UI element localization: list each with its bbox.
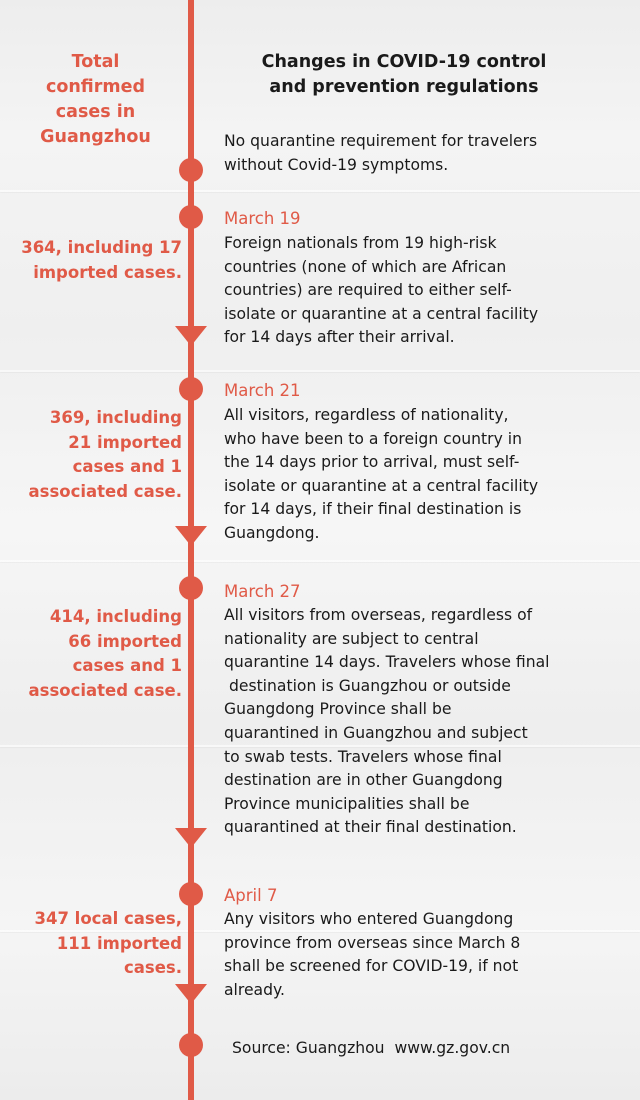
text-line: who have been to a foreign country in (224, 429, 522, 448)
count-line: 111 imported (56, 933, 182, 953)
case-count (7, 406, 182, 504)
text-line: Any visitors who entered Guangdong (224, 910, 514, 928)
total-cases-header (18, 50, 173, 150)
paper-crease (0, 190, 640, 192)
text-line: Guangdong. (224, 523, 320, 542)
timeline-dot (179, 377, 203, 401)
text-line: Province municipalities shall be (224, 794, 470, 813)
text-line: Foreign nationals from 19 high-risk (224, 234, 497, 252)
count-line: 66 imported (68, 631, 182, 651)
timeline-dot (179, 882, 203, 906)
count-line: cases and 1 (72, 457, 182, 476)
text-line: for 14 days, if their final destination is (224, 500, 522, 519)
event-description (224, 604, 628, 840)
event-description (224, 232, 628, 350)
header-line: and prevention regulations (269, 77, 539, 97)
paper-crease (0, 370, 640, 372)
text-line: All visitors, regardless of nationality, (224, 406, 509, 424)
header-line: Total (71, 52, 120, 72)
timeline-arrow-icon (175, 526, 207, 546)
text-line: for 14 days after their arrival. (224, 328, 455, 347)
text-line: countries (none of which are African (224, 257, 507, 276)
paper-crease (0, 560, 640, 562)
regulations-header (228, 50, 580, 100)
timeline-arrow-icon (175, 326, 207, 346)
text-line: nationality are subject to central (224, 629, 479, 648)
case-count (7, 907, 182, 981)
count-line: imported cases. (33, 262, 182, 282)
text-line: quarantined in Guangzhou and subject (224, 723, 528, 742)
count-line: 369, including (49, 408, 182, 427)
event-date: March 19 (224, 209, 301, 228)
event-date: March 21 (224, 381, 301, 400)
count-line: associated case. (28, 680, 182, 700)
event-date: March 27 (224, 582, 301, 601)
text-line: destination is Guangzhou or outside (224, 676, 511, 695)
timeline-dot (179, 576, 203, 600)
text-line: province from overseas since March 8 (224, 933, 521, 952)
header-line: confirmed (45, 77, 146, 97)
case-count (7, 605, 182, 703)
count-line: cases and 1 (72, 656, 182, 675)
text-line: isolate or quarantine at a central facility (224, 476, 539, 495)
text-line: isolate or quarantine at a central facility (224, 304, 539, 323)
event-description (224, 404, 628, 546)
timeline-dot (179, 1033, 203, 1057)
count-line: cases. (123, 958, 182, 977)
timeline-dot (179, 205, 203, 229)
count-line: 414, including (49, 607, 182, 626)
text-line: countries) are required to either self- (224, 281, 512, 300)
timeline-arrow-icon (175, 984, 207, 1004)
text-line: No quarantine requirement for travelers (224, 132, 538, 150)
text-line: shall be screened for COVID-19, if not (224, 957, 519, 976)
text-line: to swab tests. Travelers whose final (224, 747, 502, 766)
text-line: quarantine 14 days. Travelers whose final (224, 653, 550, 672)
text-line: without Covid-19 symptoms. (224, 155, 449, 174)
text-line: destination are in other Guangdong (224, 771, 503, 790)
text-line: the 14 days prior to arrival, must self- (224, 453, 520, 472)
text-line: All visitors from overseas, regardless of (224, 606, 533, 624)
case-count (7, 236, 182, 285)
count-line: 21 imported (68, 432, 182, 452)
text-line: Guangdong Province shall be (224, 700, 452, 719)
count-line: associated case. (28, 481, 182, 501)
header-line: Guangzhou (40, 127, 151, 147)
header-line: Changes in COVID-19 control (261, 52, 547, 72)
count-line: 347 local cases, (34, 909, 182, 928)
event-date: April 7 (224, 886, 278, 905)
intro-text (224, 130, 628, 177)
timeline-dot (179, 158, 203, 182)
timeline-arrow-icon (175, 828, 207, 848)
text-line: quarantined at their final destination. (224, 818, 517, 837)
text-line: already. (224, 980, 285, 999)
source-credit: Source: Guangzhou www.gz.gov.cn (232, 1039, 511, 1057)
event-description (224, 908, 628, 1002)
header-line: cases in (55, 102, 136, 122)
count-line: 364, including 17 (21, 238, 182, 257)
